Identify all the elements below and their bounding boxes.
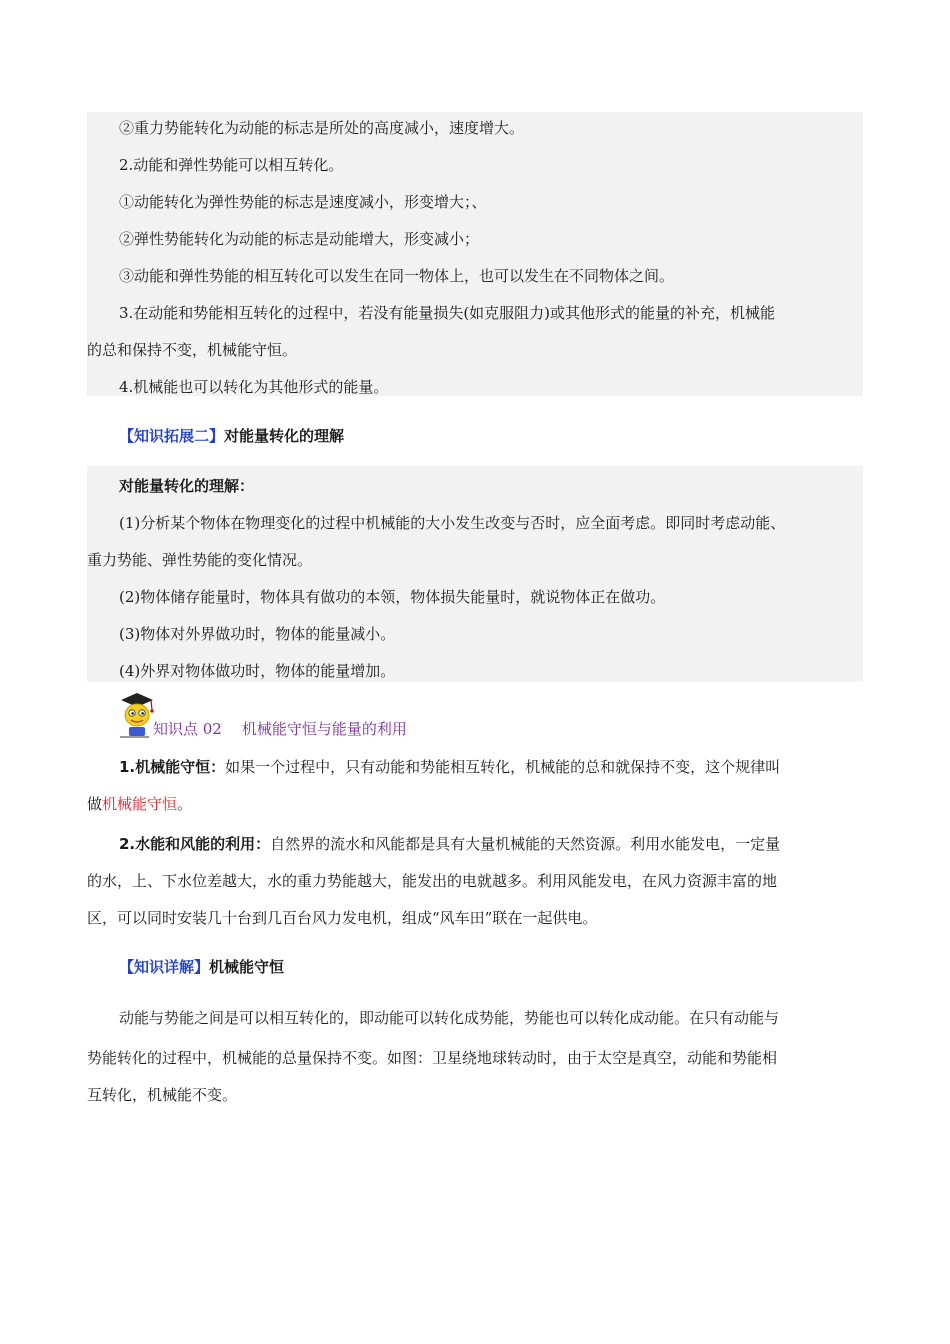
block1-line-8: 4.机械能也可以转化为其他形式的能量。 [119,378,389,396]
block2-line-5: (4)外界对物体做功时，物体的能量增加。 [119,662,396,680]
para2-line-1 [87,826,863,863]
para3-line-3: 互转化，机械能不变。 [87,1086,238,1104]
detail-heading [119,955,284,979]
para1-line-1 [87,749,863,786]
block2-title: 对能量转化的理解： [119,477,255,495]
extension-heading [119,424,344,448]
detail-title: 机械能守恒 [209,958,285,976]
para2-term: 2.水能和风能的利用： [119,835,271,853]
block1-line-7: 的总和保持不变，机械能守恒。 [87,341,298,359]
para2-line-3: 区，可以同时安装几十台到几百台风力发电机，组成“风车田”联在一起供电。 [87,909,598,927]
extension-tag: 【知识拓展二】 [119,427,225,445]
para2-text-1: 自然界的流水和风能都是具有大量机械能的天然资源。利用水能发电，一定量 [270,835,781,853]
para1-text-2a: 做 [87,795,103,813]
para1-line-2 [87,786,863,823]
block2-line-4: (3)物体对外界做功时，物体的能量减小。 [119,625,396,643]
block2-line-2: 重力势能、弹性势能的变化情况。 [87,551,313,569]
para2-line-2: 的水，上、下水位差越大，水的重力势能越大，能发出的电就越多。利用风能发电，在风力资源丰富的地 [87,872,778,890]
block2-line-1: (1)分析某个物体在物理变化的过程中机械能的大小发生改变与否时，应全面考虑。即同时考虑动能、 [119,514,786,532]
knowledge-point-title [153,718,407,740]
block1-line-6: 3.在动能和势能相互转化的过程中，若没有能量损失(如克服阻力)或其他形式的能量的补充，机械能 [119,304,776,322]
knowledge-point-label: 知识点 02 [153,720,222,738]
extension-title: 对能量转化的理解 [224,427,345,445]
detail-tag: 【知识详解】 [119,958,210,976]
para1-text: 如果一个过程中，只有动能和势能相互转化，机械能的总和就保持不变，这个规律叫 [225,758,781,776]
block2-line-3: (2)物体储存能量时，物体具有做功的本领，物体损失能量时，就说物体正在做功。 [119,588,666,606]
para3-line-2: 势能转化的过程中，机械能的总量保持不变。如图：卫星绕地球转动时，由于太空是真空，动能和势能相 [87,1049,778,1067]
block1-line-2: 2.动能和弹性势能可以相互转化。 [119,156,344,174]
block1-line-3: ①动能转化为弹性势能的标志是速度减小，形变增大；、 [119,193,487,211]
block1-line-5: ③动能和弹性势能的相互转化可以发生在同一物体上，也可以发生在不同物体之间。 [119,267,675,285]
para3-line-1: 动能与势能之间是可以相互转化的，即动能可以转化成势能，势能也可以转化成动能。在只有动能与 [119,1009,780,1027]
para1-highlight: 机械能守恒 [102,795,178,813]
block1-line-4: ②弹性势能转化为动能的标志是动能增大，形变减小； [119,230,480,248]
block1-line-1: ②重力势能转化为动能的标志是所处的高度减小，速度增大。 [119,119,525,137]
para1-term: 1.机械能守恒： [119,758,226,776]
graduate-mascot-icon [119,690,155,738]
knowledge-point-name: 机械能守恒与能量的利用 [241,720,407,738]
para1-text-2b: 。 [177,795,193,813]
